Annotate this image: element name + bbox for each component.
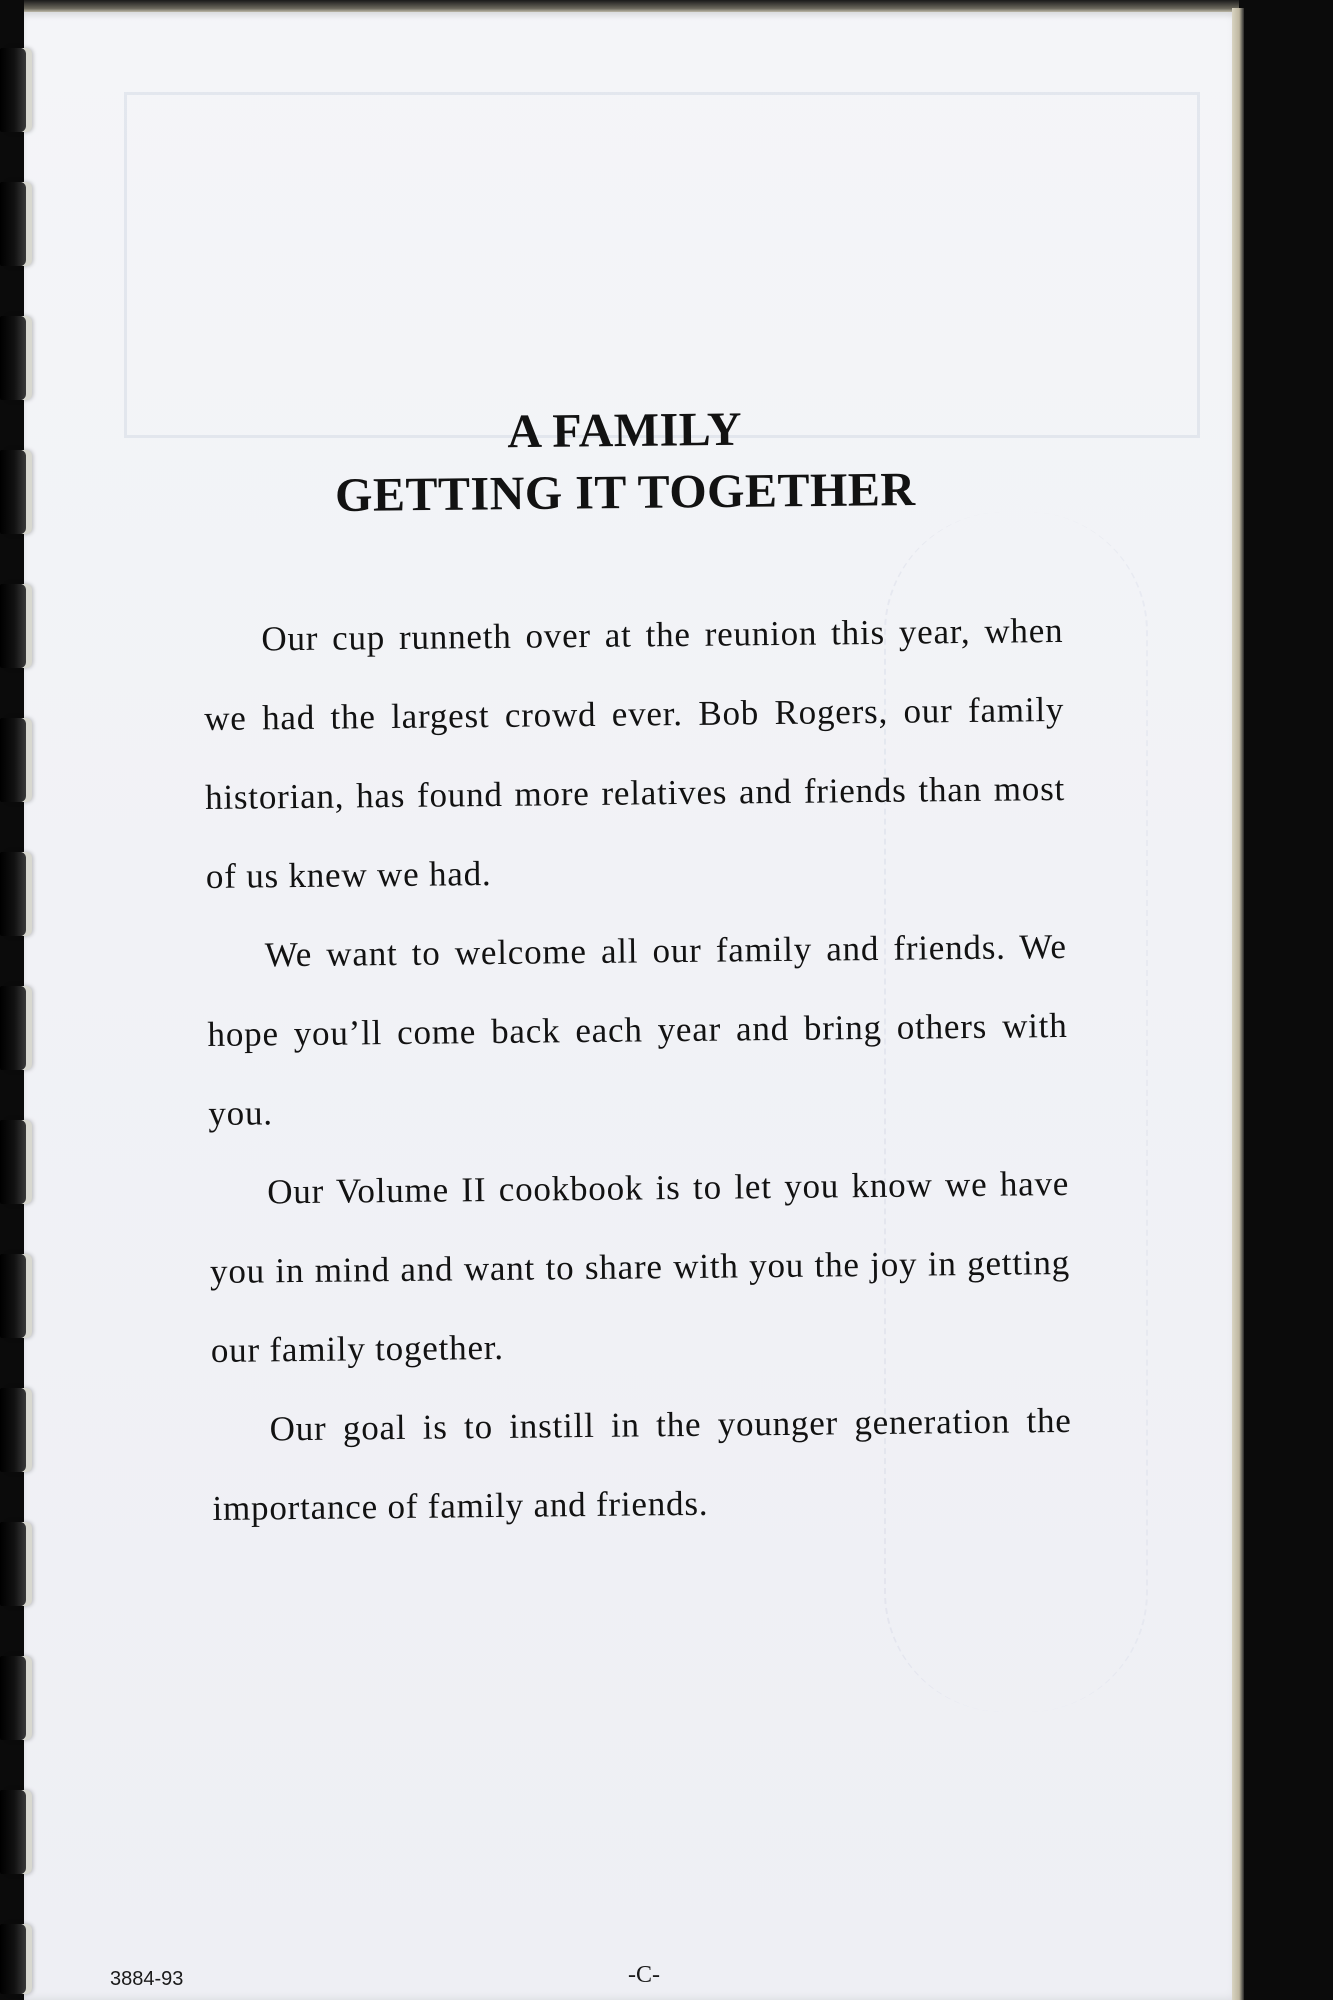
body-text (203, 591, 1073, 1548)
paragraph-goal: Our goal is to instill in the younger generation the importance of family and friends. (212, 1400, 1072, 1528)
paragraph-cookbook: Our Volume II cookbook is to let you know we have you in mind and want to share with you the joy in getting our family together. (209, 1163, 1071, 1370)
paragraph-reunion: Our cup runneth over at the reunion this year, when we had the largest crowd ever. Bob Rogers, our family historian, has found more relatives and friends than most of us knew we had. (204, 610, 1066, 896)
page-number: -C- (628, 1962, 660, 1988)
paragraph-welcome: We want to welcome all our family and friends. We hope you’ll come back each year and bring others with you. (207, 926, 1068, 1133)
title-line-1: A FAMILY (507, 402, 743, 459)
page-title (199, 396, 1050, 529)
print-code: 3884-93 (110, 1968, 184, 1990)
title-line-2: GETTING IT TOGETHER (334, 462, 916, 523)
